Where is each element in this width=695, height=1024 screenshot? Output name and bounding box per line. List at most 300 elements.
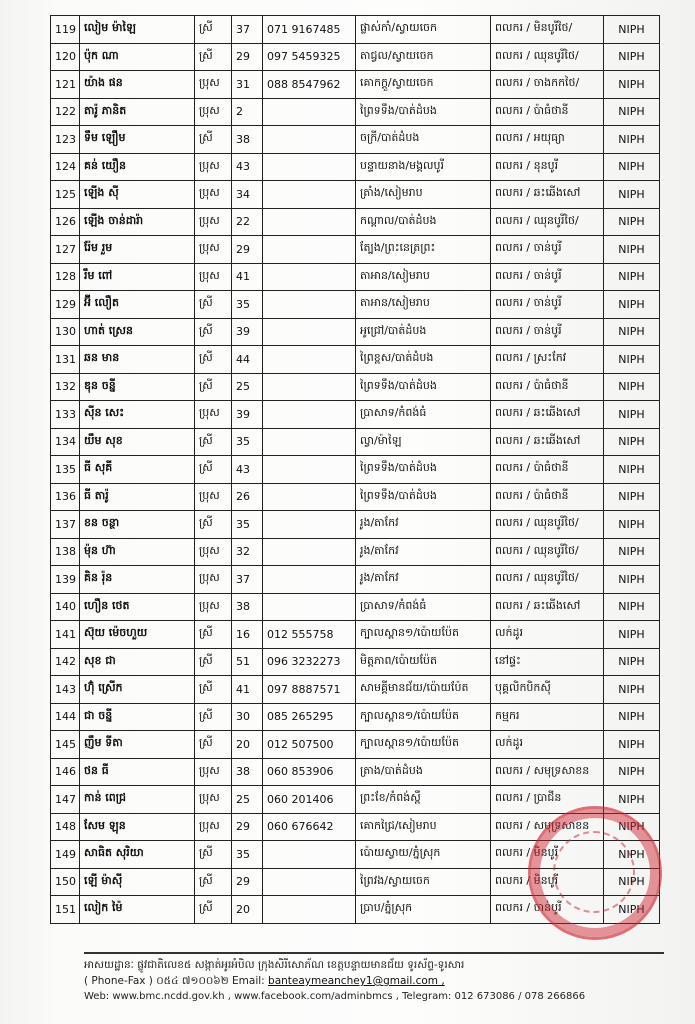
person-name: ខន ចន្ថា bbox=[80, 511, 195, 539]
phone-cell bbox=[263, 428, 356, 456]
phone-cell: 096 3232273 bbox=[263, 648, 356, 676]
sex-cell: ស្រី bbox=[195, 676, 232, 704]
age-cell: 22 bbox=[232, 208, 263, 236]
footer-address: អាសយដ្ឋានៈ ផ្លូវជាតិលេខ៥ សង្កាត់អូរអំបិល ក្រុងសិរីសោភ័ណ ខេត្តបន្ទាយមានជ័យ ទូរស័ព្ទ-ទូរសារ bbox=[84, 959, 465, 971]
address-cell: ប្រាសាទ/កំពង់ធំ bbox=[356, 593, 491, 621]
row-number: 147 bbox=[51, 786, 80, 814]
sex-cell: ប្រុស bbox=[195, 181, 232, 209]
institution-cell: NIPH bbox=[604, 511, 660, 539]
occupation-cell: ពលករ / មិនបូរីថៃ/ bbox=[491, 16, 604, 44]
institution-cell: NIPH bbox=[604, 483, 660, 511]
age-cell: 26 bbox=[232, 483, 263, 511]
sex-cell: ប្រុស bbox=[195, 236, 232, 264]
phone-cell: 097 5459325 bbox=[263, 43, 356, 71]
institution-cell: NIPH bbox=[604, 346, 660, 374]
person-name: ស៊ីន សេះ bbox=[80, 401, 195, 429]
table-row bbox=[51, 291, 660, 319]
phone-cell bbox=[263, 373, 356, 401]
row-number: 135 bbox=[51, 456, 80, 484]
table-row bbox=[51, 896, 660, 924]
age-cell: 29 bbox=[232, 236, 263, 264]
person-name: ឡើង ចាន់ដារ៉ា bbox=[80, 208, 195, 236]
phone-cell bbox=[263, 318, 356, 346]
table-row bbox=[51, 181, 660, 209]
phone-cell: 060 201406 bbox=[263, 786, 356, 814]
age-cell: 37 bbox=[232, 566, 263, 594]
address-cell: គោកជ្រៃ/សៀមរាប bbox=[356, 813, 491, 841]
age-cell: 35 bbox=[232, 841, 263, 869]
row-number: 150 bbox=[51, 868, 80, 896]
occupation-cell: លក់ដូរ bbox=[491, 731, 604, 759]
person-name: ធី តារ៉ូ bbox=[80, 483, 195, 511]
row-number: 130 bbox=[51, 318, 80, 346]
sex-cell: ប្រុស bbox=[195, 758, 232, 786]
footer-web-links[interactable]: Web: www.bmc.ncdd.gov.kh , www.facebook.com/adminbmcs , Telegram: 012 673086 / 078 266866 bbox=[84, 991, 586, 1002]
address-cell: ប្រាប/ភ្នំស្រុក bbox=[356, 896, 491, 924]
phone-cell bbox=[263, 538, 356, 566]
person-name: គន់ យឿន bbox=[80, 153, 195, 181]
row-number: 146 bbox=[51, 758, 80, 786]
sex-cell: ស្រី bbox=[195, 291, 232, 319]
table-row bbox=[51, 346, 660, 374]
phone-cell bbox=[263, 346, 356, 374]
row-number: 123 bbox=[51, 126, 80, 154]
table-row bbox=[51, 153, 660, 181]
address-cell: រូង/តាកែវ bbox=[356, 511, 491, 539]
footer-contact bbox=[84, 973, 664, 989]
institution-cell: NIPH bbox=[604, 896, 660, 924]
table-row bbox=[51, 841, 660, 869]
occupation-cell: ពលករ / សមុទ្រសាខន bbox=[491, 758, 604, 786]
institution-cell: NIPH bbox=[604, 208, 660, 236]
sex-cell: ស្រី bbox=[195, 621, 232, 649]
institution-cell: NIPH bbox=[604, 868, 660, 896]
sex-cell: ប្រុស bbox=[195, 153, 232, 181]
person-name: ឆន មាន bbox=[80, 346, 195, 374]
footer-phone-fax: ( Phone-Fax ) ០៥៤ ៧១០០៦២ Email: bbox=[84, 975, 265, 987]
phone-cell bbox=[263, 153, 356, 181]
occupation-cell: ពលករ / ឈុនបូរីថៃ/ bbox=[491, 538, 604, 566]
phone-cell bbox=[263, 896, 356, 924]
table-row bbox=[51, 648, 660, 676]
person-name: រឹម ពៅ bbox=[80, 263, 195, 291]
row-number: 129 bbox=[51, 291, 80, 319]
occupation-cell: កម្មករ bbox=[491, 703, 604, 731]
age-cell: 29 bbox=[232, 43, 263, 71]
phone-cell: 012 507500 bbox=[263, 731, 356, 759]
address-cell: គោកក្ដួ/ស្វាយចេក bbox=[356, 71, 491, 99]
institution-cell: NIPH bbox=[604, 428, 660, 456]
address-cell: ប្រាសាទ/កំពង់ធំ bbox=[356, 401, 491, 429]
age-cell: 2 bbox=[232, 98, 263, 126]
phone-cell bbox=[263, 841, 356, 869]
table-row bbox=[51, 208, 660, 236]
phone-cell bbox=[263, 401, 356, 429]
occupation-cell: ពលករ / អយុធ្យា bbox=[491, 126, 604, 154]
institution-cell: NIPH bbox=[604, 786, 660, 814]
occupation-cell: ពលករ / ប៉ាធំថានី bbox=[491, 456, 604, 484]
address-cell: តាអាន/សៀមរាប bbox=[356, 263, 491, 291]
address-cell: តាអាន/សៀមរាប bbox=[356, 291, 491, 319]
occupation-cell: ពលករ / ចាន់បូរី bbox=[491, 236, 604, 264]
person-name: ជា ចន្នី bbox=[80, 703, 195, 731]
sex-cell: ស្រី bbox=[195, 648, 232, 676]
row-number: 143 bbox=[51, 676, 80, 704]
address-cell: តាជ្វល/ស្វាយចេក bbox=[356, 43, 491, 71]
institution-cell: NIPH bbox=[604, 126, 660, 154]
age-cell: 25 bbox=[232, 786, 263, 814]
institution-cell: NIPH bbox=[604, 621, 660, 649]
address-cell: ត្រាំង/សៀមរាប bbox=[356, 181, 491, 209]
age-cell: 35 bbox=[232, 291, 263, 319]
address-cell: សាមគ្គីមានជ័យ/ប៉ោយប៉ែត bbox=[356, 676, 491, 704]
person-name: ប៉ុក ណា bbox=[80, 43, 195, 71]
institution-cell: NIPH bbox=[604, 181, 660, 209]
occupation-cell: លក់ដូរ bbox=[491, 621, 604, 649]
age-cell: 38 bbox=[232, 126, 263, 154]
occupation-cell: ពលករ / ស្រះកែវ bbox=[491, 346, 604, 374]
sex-cell: ប្រុស bbox=[195, 263, 232, 291]
person-name: ហ៊ុំ ស្រេីក bbox=[80, 676, 195, 704]
document-footer bbox=[84, 952, 664, 1005]
row-number: 124 bbox=[51, 153, 80, 181]
table-row bbox=[51, 758, 660, 786]
person-name: សាធិត សុរិយា bbox=[80, 841, 195, 869]
person-name: អ៊ី លឿត bbox=[80, 291, 195, 319]
person-name: លៀក ម៉ៃ bbox=[80, 896, 195, 924]
table-row bbox=[51, 868, 660, 896]
institution-cell: NIPH bbox=[604, 593, 660, 621]
person-name: គិន រ៉ុន bbox=[80, 566, 195, 594]
age-cell: 20 bbox=[232, 731, 263, 759]
person-name: លៀម ម៉ាឡៃ bbox=[80, 16, 195, 44]
address-cell: ត្រាង/បាត់ដំបង bbox=[356, 758, 491, 786]
sex-cell: ប្រុស bbox=[195, 98, 232, 126]
person-name: ម៉ុន ហ៊ា bbox=[80, 538, 195, 566]
row-number: 142 bbox=[51, 648, 80, 676]
institution-cell: NIPH bbox=[604, 566, 660, 594]
row-number: 132 bbox=[51, 373, 80, 401]
address-cell: ល្វា/ម៉ាឡៃ bbox=[356, 428, 491, 456]
age-cell: 16 bbox=[232, 621, 263, 649]
phone-cell: 060 676642 bbox=[263, 813, 356, 841]
person-name: ឡើង ស៊ី bbox=[80, 181, 195, 209]
address-cell: ព្រៃទទឹង/បាត់ដំបង bbox=[356, 483, 491, 511]
row-number: 148 bbox=[51, 813, 80, 841]
address-cell: អូជ្រៅ/បាត់ដំបង bbox=[356, 318, 491, 346]
table-row bbox=[51, 236, 660, 264]
person-name: រ៉ែម រួម bbox=[80, 236, 195, 264]
age-cell: 25 bbox=[232, 373, 263, 401]
person-name: យឹម សុខ bbox=[80, 428, 195, 456]
age-cell: 39 bbox=[232, 318, 263, 346]
sex-cell: ស្រី bbox=[195, 126, 232, 154]
sex-cell: ប្រុស bbox=[195, 208, 232, 236]
address-cell: ព្រៃទទឹង/បាត់ដំបង bbox=[356, 98, 491, 126]
table-row bbox=[51, 71, 660, 99]
records-table-body bbox=[51, 16, 660, 924]
person-name: សែម ឡុន bbox=[80, 813, 195, 841]
footer-email-link[interactable]: banteaymeanchey1@gmail.com , bbox=[268, 975, 445, 987]
address-cell: ក្បាលស្ពាន១/ប៉ោយប៉ែត bbox=[356, 703, 491, 731]
age-cell: 38 bbox=[232, 758, 263, 786]
row-number: 151 bbox=[51, 896, 80, 924]
age-cell: 44 bbox=[232, 346, 263, 374]
phone-cell bbox=[263, 98, 356, 126]
age-cell: 31 bbox=[232, 71, 263, 99]
person-name: កាន់ ពេជ្រ bbox=[80, 786, 195, 814]
occupation-cell: ពលករ / ចាន់បូរី bbox=[491, 896, 604, 924]
sex-cell: ស្រី bbox=[195, 16, 232, 44]
row-number: 139 bbox=[51, 566, 80, 594]
row-number: 121 bbox=[51, 71, 80, 99]
occupation-cell: ពលករ / ឈុនបូរីថៃ/ bbox=[491, 43, 604, 71]
table-row bbox=[51, 731, 660, 759]
table-row bbox=[51, 98, 660, 126]
table-row bbox=[51, 318, 660, 346]
occupation-cell: ពលករ / ឆះឆើងសៅ bbox=[491, 401, 604, 429]
age-cell: 29 bbox=[232, 868, 263, 896]
address-cell: ព្រៃវង/ស្វាយចេក bbox=[356, 868, 491, 896]
address-cell: ព្រៃខ្ពស/បាត់ដំបង bbox=[356, 346, 491, 374]
occupation-cell: ពលករ / ឆះឆើងសៅ bbox=[491, 181, 604, 209]
table-row bbox=[51, 401, 660, 429]
address-cell: ព្រៃទទឹង/បាត់ដំបង bbox=[356, 456, 491, 484]
occupation-cell: ពលករ / មិនបូរី bbox=[491, 841, 604, 869]
age-cell: 37 bbox=[232, 16, 263, 44]
sex-cell: ស្រី bbox=[195, 511, 232, 539]
sex-cell: ប្រុស bbox=[195, 483, 232, 511]
institution-cell: NIPH bbox=[604, 373, 660, 401]
occupation-cell: ពលករ / ឈុនបូរីថៃ/ bbox=[491, 511, 604, 539]
row-number: 141 bbox=[51, 621, 80, 649]
institution-cell: NIPH bbox=[604, 43, 660, 71]
age-cell: 43 bbox=[232, 153, 263, 181]
phone-cell bbox=[263, 263, 356, 291]
table-row bbox=[51, 593, 660, 621]
person-name: ឡើ ម៉ាស៊ី bbox=[80, 868, 195, 896]
phone-cell bbox=[263, 291, 356, 319]
age-cell: 20 bbox=[232, 896, 263, 924]
table-row bbox=[51, 263, 660, 291]
address-cell: ក្បាលស្ពាន១/ប៉ោយប៉ែត bbox=[356, 621, 491, 649]
phone-cell bbox=[263, 126, 356, 154]
occupation-cell: ពលករ / ចាន់បូរី bbox=[491, 291, 604, 319]
address-cell: ព្រៃទទឹង/បាត់ដំបង bbox=[356, 373, 491, 401]
table-row bbox=[51, 126, 660, 154]
age-cell: 39 bbox=[232, 401, 263, 429]
records-table bbox=[50, 15, 660, 924]
row-number: 127 bbox=[51, 236, 80, 264]
person-name: ថន ធី bbox=[80, 758, 195, 786]
sex-cell: ប្រុស bbox=[195, 786, 232, 814]
person-name: ឌុន ចន្នី bbox=[80, 373, 195, 401]
age-cell: 29 bbox=[232, 813, 263, 841]
institution-cell: NIPH bbox=[604, 841, 660, 869]
age-cell: 43 bbox=[232, 456, 263, 484]
address-cell: ចក្រី/បាត់ដំបង bbox=[356, 126, 491, 154]
age-cell: 34 bbox=[232, 181, 263, 209]
phone-cell bbox=[263, 456, 356, 484]
sex-cell: ស្រី bbox=[195, 868, 232, 896]
age-cell: 32 bbox=[232, 538, 263, 566]
person-name: ស៊ុយ ម៉េចហួយ bbox=[80, 621, 195, 649]
row-number: 136 bbox=[51, 483, 80, 511]
phone-cell bbox=[263, 483, 356, 511]
row-number: 128 bbox=[51, 263, 80, 291]
person-name: ធី សុគី bbox=[80, 456, 195, 484]
occupation-cell: ពលករ / មិនបូរី bbox=[491, 868, 604, 896]
table-row bbox=[51, 566, 660, 594]
phone-cell: 097 8887571 bbox=[263, 676, 356, 704]
institution-cell: NIPH bbox=[604, 236, 660, 264]
sex-cell: ស្រី bbox=[195, 456, 232, 484]
person-name: ហឿន ថេត bbox=[80, 593, 195, 621]
sex-cell: ស្រី bbox=[195, 43, 232, 71]
row-number: 137 bbox=[51, 511, 80, 539]
phone-cell: 071 9167485 bbox=[263, 16, 356, 44]
age-cell: 41 bbox=[232, 676, 263, 704]
institution-cell: NIPH bbox=[604, 71, 660, 99]
occupation-cell: ពលករ / ប្រាជីន bbox=[491, 786, 604, 814]
row-number: 120 bbox=[51, 43, 80, 71]
occupation-cell: ពលករ / ចាន់បូរី bbox=[491, 318, 604, 346]
address-cell: រូង/តាកែវ bbox=[356, 566, 491, 594]
row-number: 122 bbox=[51, 98, 80, 126]
occupation-cell: ពលករ / ឆះឆើងសៅ bbox=[491, 593, 604, 621]
sex-cell: ស្រី bbox=[195, 896, 232, 924]
table-row bbox=[51, 483, 660, 511]
phone-cell: 085 265295 bbox=[263, 703, 356, 731]
row-number: 119 bbox=[51, 16, 80, 44]
occupation-cell: ពលករ / ប៉ាធំថានី bbox=[491, 98, 604, 126]
sex-cell: ប្រុស bbox=[195, 71, 232, 99]
table-row bbox=[51, 813, 660, 841]
institution-cell: NIPH bbox=[604, 676, 660, 704]
person-name: ញឹម ទីតា bbox=[80, 731, 195, 759]
institution-cell: NIPH bbox=[604, 98, 660, 126]
phone-cell bbox=[263, 566, 356, 594]
phone-cell: 088 8547962 bbox=[263, 71, 356, 99]
table-row bbox=[51, 511, 660, 539]
occupation-cell: ពលករ / ប៉ាធំថានី bbox=[491, 483, 604, 511]
table-row bbox=[51, 621, 660, 649]
table-row bbox=[51, 428, 660, 456]
row-number: 134 bbox=[51, 428, 80, 456]
address-cell: ព្រះខែ/កំពង់ស្ពឺ bbox=[356, 786, 491, 814]
address-cell: មិត្តភាព/ប៉ោយប៉ែត bbox=[356, 648, 491, 676]
sex-cell: ប្រុស bbox=[195, 401, 232, 429]
sex-cell: ស្រី bbox=[195, 703, 232, 731]
occupation-cell: ពលករ / ឆះឆើងសៅ bbox=[491, 428, 604, 456]
address-cell: កណ្ដាល/បាត់ដំបង bbox=[356, 208, 491, 236]
age-cell: 51 bbox=[232, 648, 263, 676]
row-number: 126 bbox=[51, 208, 80, 236]
age-cell: 41 bbox=[232, 263, 263, 291]
row-number: 133 bbox=[51, 401, 80, 429]
address-cell: ប៉ោយស្វាយ/ភ្នំស្រុក bbox=[356, 841, 491, 869]
person-name: ទឹម ឡឿម bbox=[80, 126, 195, 154]
table-row bbox=[51, 676, 660, 704]
institution-cell: NIPH bbox=[604, 318, 660, 346]
row-number: 131 bbox=[51, 346, 80, 374]
occupation-cell: ពលករ / ចាន់បូរី bbox=[491, 263, 604, 291]
address-cell: ផ្លាស់កាំ/ស្វាយចេក bbox=[356, 16, 491, 44]
age-cell: 35 bbox=[232, 511, 263, 539]
occupation-cell: ពលករ / ចាងកកថៃ/ bbox=[491, 71, 604, 99]
person-name: ហាត់ ស្រេន bbox=[80, 318, 195, 346]
person-name: សុខ ជា bbox=[80, 648, 195, 676]
institution-cell: NIPH bbox=[604, 813, 660, 841]
row-number: 140 bbox=[51, 593, 80, 621]
sex-cell: ស្រី bbox=[195, 731, 232, 759]
table-row bbox=[51, 373, 660, 401]
institution-cell: NIPH bbox=[604, 291, 660, 319]
address-cell: ក្បាលស្ពាន១/ប៉ោយប៉ែត bbox=[356, 731, 491, 759]
row-number: 144 bbox=[51, 703, 80, 731]
institution-cell: NIPH bbox=[604, 731, 660, 759]
phone-cell bbox=[263, 593, 356, 621]
occupation-cell: ពលករ / ប៉ាធំថានី bbox=[491, 373, 604, 401]
phone-cell: 012 555758 bbox=[263, 621, 356, 649]
institution-cell: NIPH bbox=[604, 263, 660, 291]
occupation-cell: ពលករ / ឈុនបូរីថៃ/ bbox=[491, 566, 604, 594]
row-number: 138 bbox=[51, 538, 80, 566]
row-number: 149 bbox=[51, 841, 80, 869]
sex-cell: ស្រី bbox=[195, 318, 232, 346]
table-row bbox=[51, 16, 660, 44]
occupation-cell: ពលករ / សមុទ្រសាខន bbox=[491, 813, 604, 841]
sex-cell: ប្រុស bbox=[195, 593, 232, 621]
institution-cell: NIPH bbox=[604, 703, 660, 731]
row-number: 145 bbox=[51, 731, 80, 759]
sex-cell: ប្រុស bbox=[195, 813, 232, 841]
table-row bbox=[51, 538, 660, 566]
address-cell: ត្បែង/ព្រះនេត្រព្រះ bbox=[356, 236, 491, 264]
sex-cell: ស្រី bbox=[195, 346, 232, 374]
table-row bbox=[51, 786, 660, 814]
phone-cell bbox=[263, 236, 356, 264]
address-cell: រូង/តាកែវ bbox=[356, 538, 491, 566]
address-cell: បន្ទាយនាង/មង្គលបូរី bbox=[356, 153, 491, 181]
person-name: យ៉ាង ផន bbox=[80, 71, 195, 99]
sex-cell: ស្រី bbox=[195, 428, 232, 456]
institution-cell: NIPH bbox=[604, 456, 660, 484]
occupation-cell: ពលករ / ឈុនបូរីថៃ/ bbox=[491, 208, 604, 236]
institution-cell: NIPH bbox=[604, 538, 660, 566]
table-row bbox=[51, 456, 660, 484]
institution-cell: NIPH bbox=[604, 401, 660, 429]
phone-cell: 060 853906 bbox=[263, 758, 356, 786]
sex-cell: ស្រី bbox=[195, 841, 232, 869]
age-cell: 30 bbox=[232, 703, 263, 731]
sex-cell: ស្រី bbox=[195, 373, 232, 401]
person-name: តារ៉ូ ភានិត bbox=[80, 98, 195, 126]
phone-cell bbox=[263, 868, 356, 896]
institution-cell: NIPH bbox=[604, 16, 660, 44]
institution-cell: NIPH bbox=[604, 758, 660, 786]
table-row bbox=[51, 43, 660, 71]
sex-cell: ប្រុស bbox=[195, 538, 232, 566]
age-cell: 35 bbox=[232, 428, 263, 456]
phone-cell bbox=[263, 208, 356, 236]
row-number: 125 bbox=[51, 181, 80, 209]
phone-cell bbox=[263, 181, 356, 209]
occupation-cell: បុគ្គលិកបិកស៊ី bbox=[491, 676, 604, 704]
institution-cell: NIPH bbox=[604, 648, 660, 676]
institution-cell: NIPH bbox=[604, 153, 660, 181]
phone-cell bbox=[263, 511, 356, 539]
